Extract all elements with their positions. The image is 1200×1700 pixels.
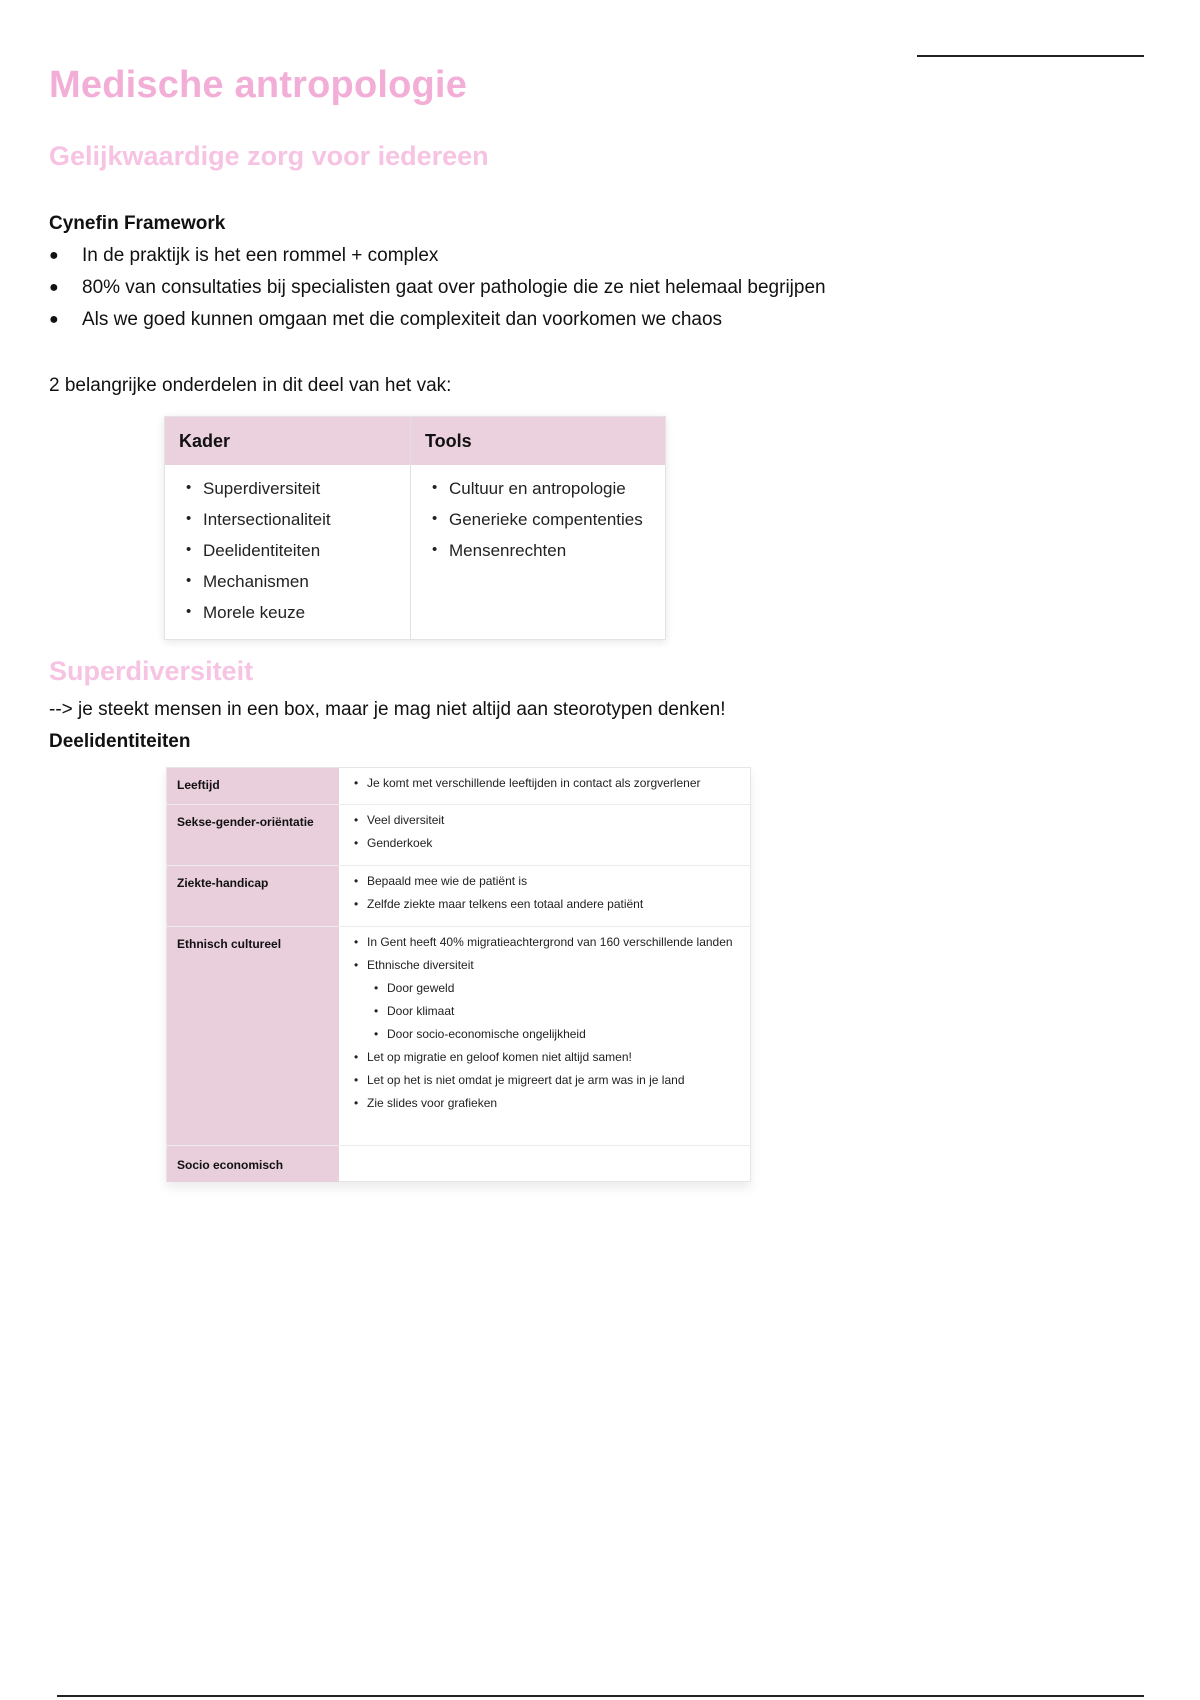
kader-list	[165, 465, 411, 639]
table-header-kader: Kader	[165, 417, 411, 465]
intro-parts-text: 2 belangrijke onderdelen in dit deel van het vak:	[49, 375, 452, 396]
footer-rule	[57, 1695, 1144, 1697]
list-item: • Superdiversiteit	[203, 479, 410, 510]
list-item: • Intersectionaliteit	[203, 510, 410, 541]
list-item: • Cultuur en antropologie	[449, 479, 665, 510]
bullet-icon: ●	[49, 247, 59, 264]
list-item: • Mechanismen	[203, 572, 410, 603]
list-item: • Ethnische diversiteit	[367, 958, 742, 973]
list-item: • Door geweld	[387, 981, 742, 996]
list-item: • Mensenrechten	[449, 541, 665, 572]
list-item: • Zelfde ziekte maar telkens een totaal andere patiënt	[367, 897, 742, 912]
table-row	[167, 768, 750, 805]
list-item: • Veel diversiteit	[367, 813, 742, 828]
cynefin-list	[49, 243, 826, 339]
section-heading-superdiversiteit: Superdiversiteit	[49, 656, 254, 686]
list-item: • Je komt met verschillende leeftijden in contact als zorgverlener	[367, 776, 742, 791]
list-item: • Deelidentiteiten	[203, 541, 410, 572]
row-label: Socio economisch	[167, 1146, 339, 1182]
tools-list	[411, 465, 665, 639]
table-row	[167, 1146, 750, 1182]
list-item: ● Als we goed kunnen omgaan met die complexiteit dan voorkomen we chaos	[49, 307, 826, 339]
list-item: • Genderkoek	[367, 836, 742, 851]
list-item: • Bepaald mee wie de patiënt is	[367, 874, 742, 889]
row-label: Sekse-gender-oriëntatie	[167, 805, 339, 865]
list-item: • Let op het is niet omdat je migreert dat je arm was in je land	[367, 1073, 742, 1088]
row-label: Ethnisch cultureel	[167, 927, 339, 1145]
row-label: Leeftijd	[167, 768, 339, 804]
table-row	[167, 866, 750, 927]
list-item: • Door klimaat	[387, 1004, 742, 1019]
page-subtitle: Gelijkwaardige zorg voor iedereen	[49, 141, 489, 171]
table-row	[167, 927, 750, 1146]
row-label: Ziekte-handicap	[167, 866, 339, 926]
deelidentiteiten-table	[166, 767, 751, 1182]
superdiversiteit-note: --> je steekt mensen in een box, maar je mag niet altijd aan steorotypen denken!	[49, 699, 726, 720]
bullet-icon: ●	[49, 311, 59, 328]
table-row	[167, 805, 750, 866]
page-title: Medische antropologie	[49, 64, 468, 106]
table-header-tools: Tools	[425, 431, 472, 451]
list-item: • Let op migratie en geloof komen niet altijd samen!	[367, 1050, 742, 1065]
bullet-icon: ●	[49, 279, 59, 296]
header-rule	[917, 55, 1144, 57]
list-item: • Morele keuze	[203, 603, 410, 634]
list-item: ● In de praktijk is het een rommel + complex	[49, 243, 826, 275]
list-item: • Door socio-economische ongelijkheid	[387, 1027, 742, 1042]
kader-tools-table	[164, 416, 666, 640]
list-item: • In Gent heeft 40% migratieachtergrond van 160 verschillende landen	[367, 935, 742, 950]
list-item: • Generieke compententies	[449, 510, 665, 541]
cynefin-heading: Cynefin Framework	[49, 213, 226, 234]
list-item: • Zie slides voor grafieken	[367, 1096, 742, 1111]
list-item: ● 80% van consultaties bij specialisten gaat over pathologie die ze niet helemaal begrijpen	[49, 275, 826, 307]
deelidentiteiten-heading: Deelidentiteiten	[49, 731, 191, 752]
